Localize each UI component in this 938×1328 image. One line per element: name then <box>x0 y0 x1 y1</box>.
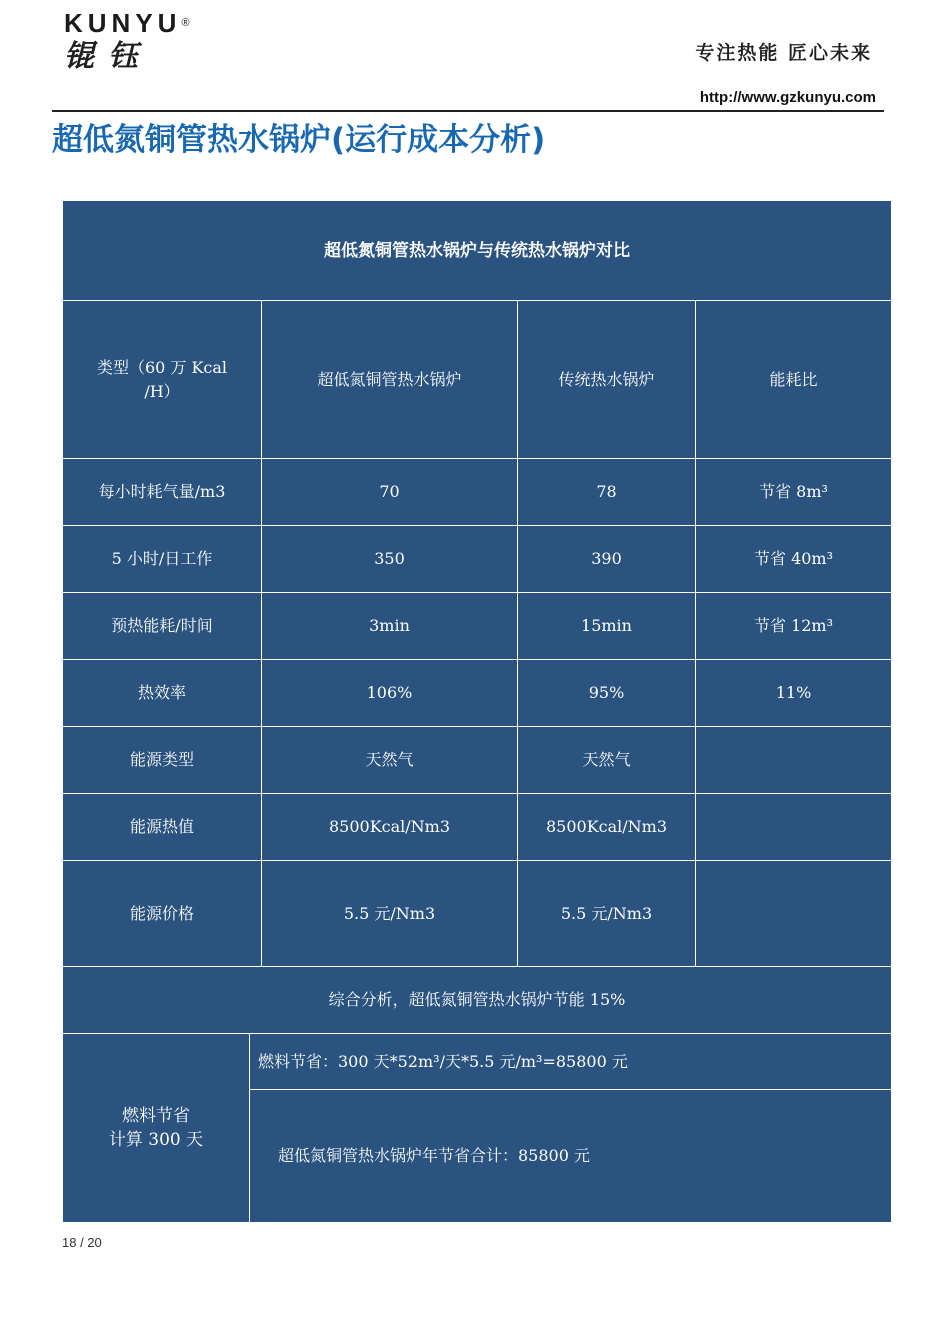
calc-line-annual-total: 超低氮铜管热水锅炉年节省合计：85800 元 <box>250 1090 892 1223</box>
row-label: 5 小时/日工作 <box>63 526 262 593</box>
calc-label: 燃料节省 计算 300 天 <box>63 1034 250 1223</box>
comparison-table <box>62 200 892 1223</box>
cell-value: 天然气 <box>518 727 696 794</box>
cell-value: 节省 12m³ <box>696 593 892 660</box>
cell-value: 15min <box>518 593 696 660</box>
cell-value: 70 <box>262 459 518 526</box>
table-row <box>63 794 892 861</box>
row-label: 热效率 <box>63 660 262 727</box>
cell-value: 8500Kcal/Nm3 <box>262 794 518 861</box>
header-cell-traditional: 传统热水锅炉 <box>518 301 696 459</box>
cell-value: 390 <box>518 526 696 593</box>
calc-line-fuel-saving: 燃料节省：300 天*52m³/天*5.5 元/m³=85800 元 <box>250 1034 892 1090</box>
header-cell-low-nox: 超低氮铜管热水锅炉 <box>262 301 518 459</box>
header-cell-type: 类型（60 万 Kcal /H） <box>63 301 262 459</box>
row-label: 能源价格 <box>63 861 262 967</box>
row-label: 每小时耗气量/m3 <box>63 459 262 526</box>
table-caption: 超低氮铜管热水锅炉与传统热水锅炉对比 <box>63 201 892 301</box>
cell-value: 节省 40m³ <box>696 526 892 593</box>
logo-text-en: KUNYU <box>64 8 182 38</box>
table-row <box>63 593 892 660</box>
table-row <box>63 727 892 794</box>
cell-value: 350 <box>262 526 518 593</box>
summary-row: 综合分析，超低氮铜管热水锅炉节能 15% <box>63 967 892 1034</box>
logo-text-zh: 锟钰 <box>64 39 152 74</box>
page-title: 超低氮铜管热水锅炉(运行成本分析) <box>52 122 546 158</box>
table-row <box>63 459 892 526</box>
website-url: http://www.gzkunyu.com <box>699 89 876 106</box>
table-row <box>63 861 892 967</box>
cell-value: 3min <box>262 593 518 660</box>
header-divider <box>52 110 884 112</box>
table-row <box>63 526 892 593</box>
cell-value <box>696 861 892 967</box>
registered-mark: ® <box>181 17 190 29</box>
cell-value: 78 <box>518 459 696 526</box>
cell-value: 11% <box>696 660 892 727</box>
cell-value: 5.5 元/Nm3 <box>518 861 696 967</box>
cell-value <box>696 727 892 794</box>
cell-value <box>696 794 892 861</box>
cell-value: 节省 8m³ <box>696 459 892 526</box>
cell-value: 95% <box>518 660 696 727</box>
company-logo <box>64 10 190 74</box>
row-label: 能源类型 <box>63 727 262 794</box>
page-number: 18 / 20 <box>62 1235 102 1250</box>
cell-value: 106% <box>262 660 518 727</box>
table-row <box>63 660 892 727</box>
cell-value: 天然气 <box>262 727 518 794</box>
header-cell-ratio: 能耗比 <box>696 301 892 459</box>
slogan: 专注热能 匠心未来 <box>695 42 872 64</box>
cell-value: 5.5 元/Nm3 <box>262 861 518 967</box>
row-label: 能源热值 <box>63 794 262 861</box>
row-label: 预热能耗/时间 <box>63 593 262 660</box>
cell-value: 8500Kcal/Nm3 <box>518 794 696 861</box>
